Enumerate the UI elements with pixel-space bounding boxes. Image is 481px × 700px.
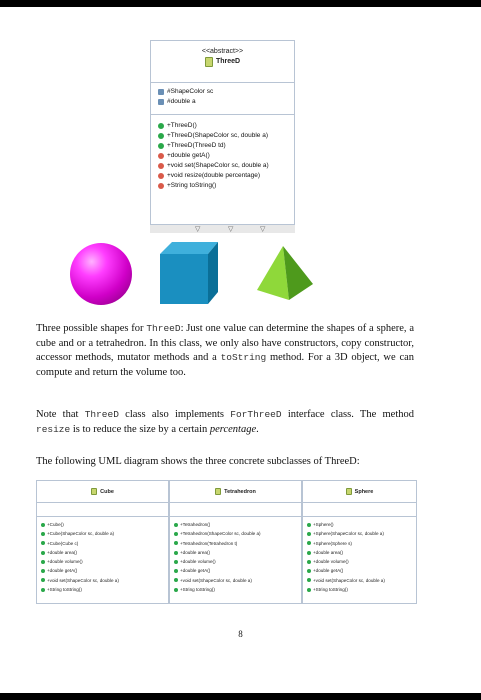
abstract-method-icon [158,163,164,169]
code-inline: ThreeD [84,409,119,420]
uml-cube-box [36,480,169,604]
uml-method-text: +Cube(Cube c) [47,540,79,546]
para-text: Note that [36,409,85,420]
uml-method [174,566,301,575]
uml-methods [303,517,416,594]
uml-class-name-text: ThreeD [215,58,241,65]
uml-method [307,548,416,557]
uml-method [307,520,416,529]
uml-fields [151,83,294,115]
uml-method-text: +String toString() [167,182,217,189]
class-icon [346,488,352,495]
uml-method-text: +Cube() [47,522,64,527]
public-method-icon [174,541,178,545]
uml-method [158,171,294,181]
uml-method-text: +Sphere() [313,522,334,527]
uml-method-text: +double volume() [47,559,83,565]
uml-method [41,566,168,575]
uml-method [158,141,294,151]
public-method-icon [158,143,164,149]
public-method-icon [174,560,178,564]
public-method-icon [174,532,178,536]
uml-class-name: Sphere [354,488,374,495]
uml-field [158,97,294,107]
uml-class-name: Cube [100,488,114,495]
uml-method-text: +Tetrahedron(ShapeColor sc, double a) [180,531,261,537]
uml-method-text: +ThreeD(ThreeD td) [167,142,226,149]
uml-method [307,529,416,538]
uml-methods [151,115,294,191]
uml-method [174,557,301,566]
uml-fields [170,503,301,517]
public-method-icon [307,588,311,592]
class-icon [205,57,213,67]
uml-method-text: +double area() [313,549,344,555]
field-icon [158,89,164,95]
para-text: is to reduce the size by a certain [70,423,210,435]
public-method-icon [41,532,45,536]
uml-class-name: Tetrahedron [224,488,256,495]
uml-method [174,585,301,594]
uml-method-text: +ThreeD() [167,122,197,129]
uml-method [174,520,301,529]
public-method-icon [174,523,178,527]
uml-method [158,181,294,191]
uml-method-text: +double getA() [180,568,211,574]
arrow-head-icon: ▽ [228,226,234,233]
public-method-icon [41,588,45,592]
uml-method [41,520,168,529]
uml-methods [37,517,168,594]
public-method-icon [41,578,45,582]
uml-class-name [151,57,294,67]
uml-method [174,548,301,557]
uml-method [174,576,301,585]
uml-method [158,151,294,161]
cube-image [158,240,220,306]
public-method-icon [307,523,311,527]
tetrahedron-image [255,244,315,300]
uml-method [174,529,301,538]
uml-methods [170,517,301,594]
uml-method-text: +void resize(double percentage) [167,172,261,179]
public-method-icon [41,551,45,555]
arrow-head-icon: ▽ [260,226,266,233]
uml-method [307,576,416,585]
uml-field-text: #double a [167,98,196,105]
code-inline: ThreeD [146,323,181,334]
uml-method-text: +double volume() [313,559,349,565]
sphere-image [70,243,132,305]
uml-method-text: +double area() [180,549,211,555]
public-method-icon [307,578,311,582]
uml-method [41,548,168,557]
uml-field [158,87,294,97]
public-method-icon [307,541,311,545]
para-text: . [256,423,259,435]
para-text: interface class. The method [281,409,414,420]
top-border [0,0,481,7]
public-method-icon [174,578,178,582]
field-icon [158,99,164,105]
uml-method-text: +void set(ShapeColor sc, double a) [47,577,119,583]
public-method-icon [307,560,311,564]
uml-method [41,585,168,594]
abstract-method-icon [158,183,164,189]
uml-method [41,529,168,538]
uml-method-text: +double getA() [167,152,210,159]
public-method-icon [158,133,164,139]
paragraph-1 [36,322,414,380]
uml-header [37,481,168,503]
uml-method [158,161,294,171]
uml-sphere-box [302,480,417,604]
uml-method-text: +Sphere(Sphere s) [313,540,352,546]
public-method-icon [41,560,45,564]
uml-method-text: +String toString() [313,587,348,593]
bottom-border [0,693,481,700]
uml-method [307,585,416,594]
public-method-icon [41,541,45,545]
uml-method [307,566,416,575]
uml-method-text: +ThreeD(ShapeColor sc, double a) [167,132,268,139]
abstract-method-icon [158,173,164,179]
paragraph-2 [36,408,414,437]
public-method-icon [307,532,311,536]
uml-method [158,131,294,141]
para-text: Three possible shapes for [36,323,147,334]
uml-method-text: +void set(ShapeColor sc, double a) [313,577,385,583]
public-method-icon [174,551,178,555]
abstract-method-icon [158,153,164,159]
uml-method [41,539,168,548]
uml-method [307,557,416,566]
uml-method-text: +Cube(ShapeColor sc, double a) [47,531,115,537]
para-text: : Just one value can determine the shapes of a sphere, a cube and or a tetrahedron. In this class, we only also have constructors, copy constructor, accessor methods, mutator methods and a [36,323,414,363]
uml-method-text: +double getA() [47,568,78,574]
class-icon [91,488,97,495]
uml-fields [37,503,168,517]
uml-method [174,539,301,548]
uml-method [307,539,416,548]
public-method-icon [307,551,311,555]
uml-method-text: +Tetrahedron(Tetrahedron t) [180,540,238,546]
uml-header [303,481,416,503]
public-method-icon [174,588,178,592]
para-emphasis: percentage [209,423,257,435]
page-number: 8 [238,629,243,639]
uml-tetrahedron-box [169,480,302,604]
public-method-icon [307,569,311,573]
uml-method-text: +double volume() [180,559,216,565]
inheritance-arrows [150,225,295,233]
arrow-head-icon: ▽ [195,226,201,233]
uml-method-text: +String toString() [180,587,215,593]
uml-header [170,481,301,503]
uml-threed-box [150,40,295,225]
code-inline: toString [220,352,267,363]
public-method-icon [41,523,45,527]
uml-method-text: +double getA() [313,568,344,574]
code-inline: resize [36,423,71,435]
public-method-icon [158,123,164,129]
uml-method [41,557,168,566]
uml-field-text: #ShapeColor sc [167,88,214,95]
public-method-icon [174,569,178,573]
class-icon [215,488,221,495]
uml-method-text: +void set(ShapeColor sc, double a) [167,162,269,169]
uml-method [158,121,294,131]
uml-method-text: +String toString() [47,587,82,593]
uml-method-text: +void set(ShapeColor sc, double a) [180,577,252,583]
para-text: class also implements [118,409,231,420]
public-method-icon [41,569,45,573]
para-text: method. For a 3D object, we can compute and return the volume too. [36,352,415,378]
paragraph-3: The following UML diagram shows the three concrete subclasses of ThreeD: [36,456,360,467]
uml-header [151,41,294,83]
code-inline: ForThreeD [230,409,282,420]
uml-stereotype: <<abstract>> [201,48,244,55]
uml-method-text: +Sphere(ShapeColor sc, double a) [313,531,384,537]
uml-method-text: +double area() [47,549,78,555]
uml-method [41,576,168,585]
uml-fields [303,503,416,517]
uml-method-text: +Tetrahedron() [180,522,211,527]
